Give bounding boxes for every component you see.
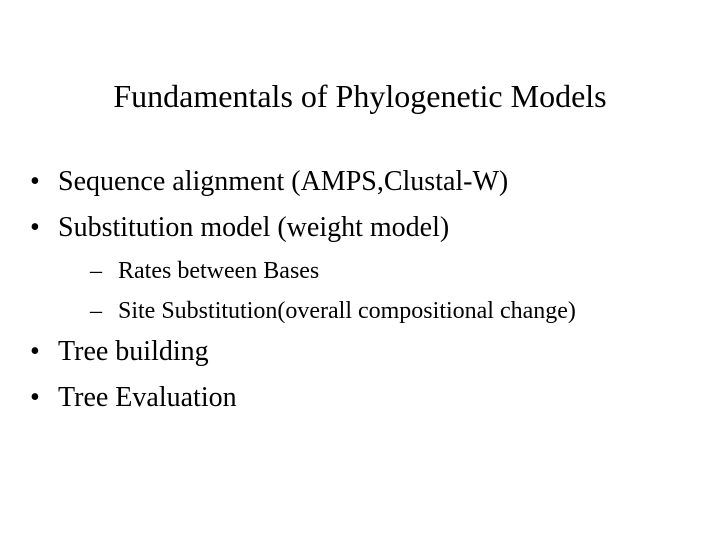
- bullet-marker: •: [30, 382, 40, 413]
- bullet-text: Tree Evaluation: [58, 382, 237, 413]
- bullet-text: Tree building: [58, 336, 209, 367]
- bullet-text: Substitution model (weight model): [58, 212, 450, 243]
- bullet-marker: •: [30, 212, 40, 243]
- sub-bullet-marker: –: [90, 258, 102, 284]
- slide-title: Fundamentals of Phylogenetic Models: [113, 78, 607, 114]
- bullet-item: [30, 380, 237, 416]
- bullet-marker: •: [30, 166, 40, 197]
- bullet-item: [30, 210, 449, 246]
- sub-bullet-text: Site Substitution(overall compositional change): [118, 298, 576, 324]
- sub-bullet-item: [90, 296, 576, 326]
- sub-bullet-item: [90, 256, 319, 286]
- bullet-marker: •: [30, 336, 40, 367]
- bullet-item: [30, 164, 508, 200]
- bullet-text: Sequence alignment (AMPS,Clustal-W): [58, 166, 509, 197]
- bullet-item: [30, 334, 209, 370]
- sub-bullet-marker: –: [90, 298, 102, 324]
- sub-bullet-text: Rates between Bases: [118, 258, 320, 284]
